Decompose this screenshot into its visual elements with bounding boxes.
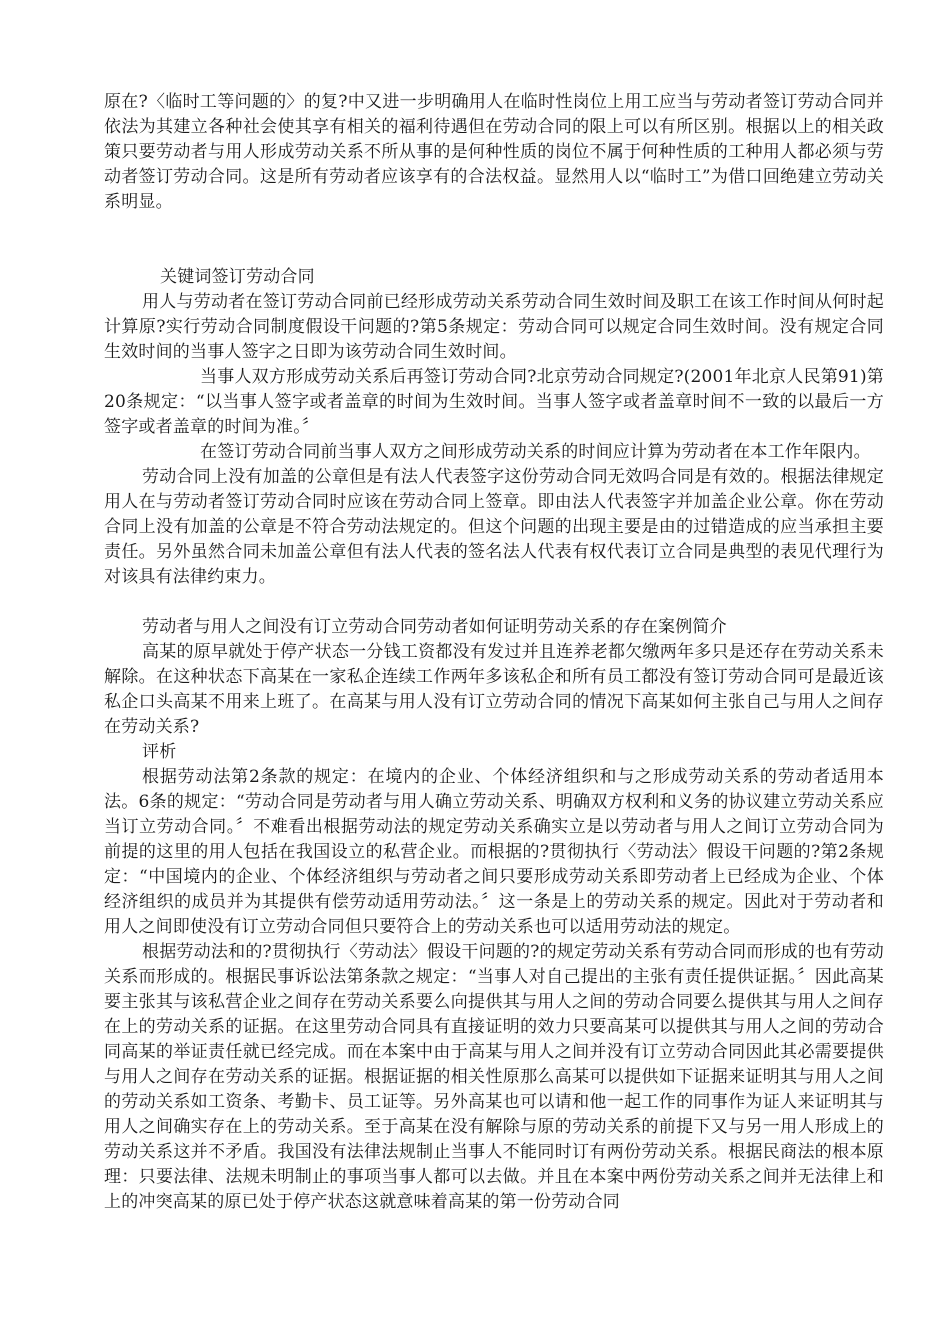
paragraph-gap [104,240,884,265]
section-heading-keywords: 关键词签订劳动合同 [160,267,315,287]
paragraph-case-summary: 高某的原早就处于停产状态一分钱工资都没有发过并且连养老都欠缴两年多只是还存在劳动关系未解除。在这种状态下高某在一家私企连续工作两年多该私企和所有员工都没有签订劳动合同可是最近该私企口头高某不用来上班了。在高某与用人没有订立劳动合同的情况下高某如何主张自己与用人之间存在劳动关系? [104,642,884,737]
document-page [104,90,884,1215]
paragraph-evidence: 根据劳动法和的?贯彻执行〈劳动法〉假设干问题的?的规定劳动关系有劳动合同而形成的也有劳动关系而形成的。根据民事诉讼法第条款之规定：“当事人对自己提出的主张有责任提供证据。〞因此高某要主张其与该私营企业之间存在劳动关系要么向提供其与用人之间的劳动合同要么提供其与用人之间存在上的劳动关系的证据。在这里劳动合同具有直接证明的效力只要高某可以提供其与用人之间的劳动合同高某的举证责任就已经完成。而在本案中由于高某与用人之间并没有订立劳动合同因此其必需要提供与用人之间存在劳动关系的证据。根据证据的相关性原那么高某可以提供如下证据来证明其与用人之间的劳动关系如工资条、考勤卡、员工证等。另外高某也可以请和他一起工作的同事作为证人来证明其与用人之间确实存在上的劳动关系。至于高某在没有解除与原的劳动关系的前提下又与另一用人形成上的劳动关系这并不矛盾。我国没有法律法规制止当事人不能同时订有两份劳动关系。根据民商法的根本原理：只要法律、法规未明制止的事项当事人都可以去做。并且在本案中两份劳动关系之间并无法律上和上的冲突高某的原已处于停产状态这就意味着高某的第一份劳动合同 [104,942,884,1212]
paragraph-gap [104,215,884,240]
paragraph-analysis-heading: 评析 [142,742,177,762]
paragraph-gap [104,590,884,615]
paragraph-labor-law: 根据劳动法第2条款的规定：在境内的企业、个体经济组织和与之形成劳动关系的劳动者适用本法。6条的规定：“劳动合同是劳动者与用人确立劳动关系、明确双方权利和义务的协议建立劳动关系应当订立劳动合同。〞不难看出根据劳动法的规定劳动关系确实立是以劳动者与用人之间订立劳动合同为前提的这里的用人包括在我国设立的私营企业。而根据的?贯彻执行〈劳动法〉假设干问题的?第2条规定：“中国境内的企业、个体经济组织与劳动者之间只要形成劳动关系即劳动者上已经成为企业、个体经济组织的成员并为其提供有偿劳动适用劳动法。〞这一条是上的劳动关系的规定。因此对于劳动者和用人之间即使没有订立劳动合同但只要符合上的劳动关系也可以适用劳动法的规定。 [104,767,884,937]
paragraph-effective-time: 用人与劳动者在签订劳动合同前已经形成劳动关系劳动合同生效时间及职工在该工作时间从何时起计算原?实行劳动合同制度假设干问题的?第5条规定：劳动合同可以规定合同生效时间。没有规定合同生效时间的当事人签字之日即为该劳动合同生效时间。 [104,292,884,362]
paragraph-official-seal: 劳动合同上没有加盖的公章但是有法人代表签字这份劳动合同无效吗合同是有效的。根据法律规定用人在与劳动者签订劳动合同时应该在劳动合同上签章。即由法人代表签字并加盖企业公章。你在劳动合同上没有加盖的公章是不符合劳动法规定的。但这个问题的出现主要是由的过错造成的应当承担主要责任。另外虽然合同未加盖公章但有法人代表的签名法人代表有权代表订立合同是典型的表见代理行为对该具有法律约束力。 [104,467,884,587]
section-heading-case: 劳动者与用人之间没有订立劳动合同劳动者如何证明劳动关系的存在案例简介 [142,617,727,637]
paragraph-intro: 原在?〈临时工等问题的〉的复?中又进一步明确用人在临时性岗位上用工应当与劳动者签订劳动合同并依法为其建立各种社会使其享有相关的福利待遇但在劳动合同的限上可以有所区别。根据以上的相关政策只要劳动者与用人形成劳动关系不所从事的是何种性质的岗位不属于何种性质的工种用人都必须与劳动者签订劳动合同。这是所有劳动者应该享有的合法权益。显然用人以“临时工”为借口回绝建立劳动关系明显。 [104,92,884,212]
paragraph-work-years: 在签订劳动合同前当事人双方之间形成劳动关系的时间应计算为劳动者在本工作年限内。 [200,442,871,462]
paragraph-beijing-rule: 当事人双方形成劳动关系后再签订劳动合同?北京劳动合同规定?(2001年北京人民第91)第20条规定：“以当事人签字或者盖章的时间为生效时间。当事人签字或者盖章时间不一致的以最后一方签字或者盖章的时间为准。〞 [104,367,884,437]
